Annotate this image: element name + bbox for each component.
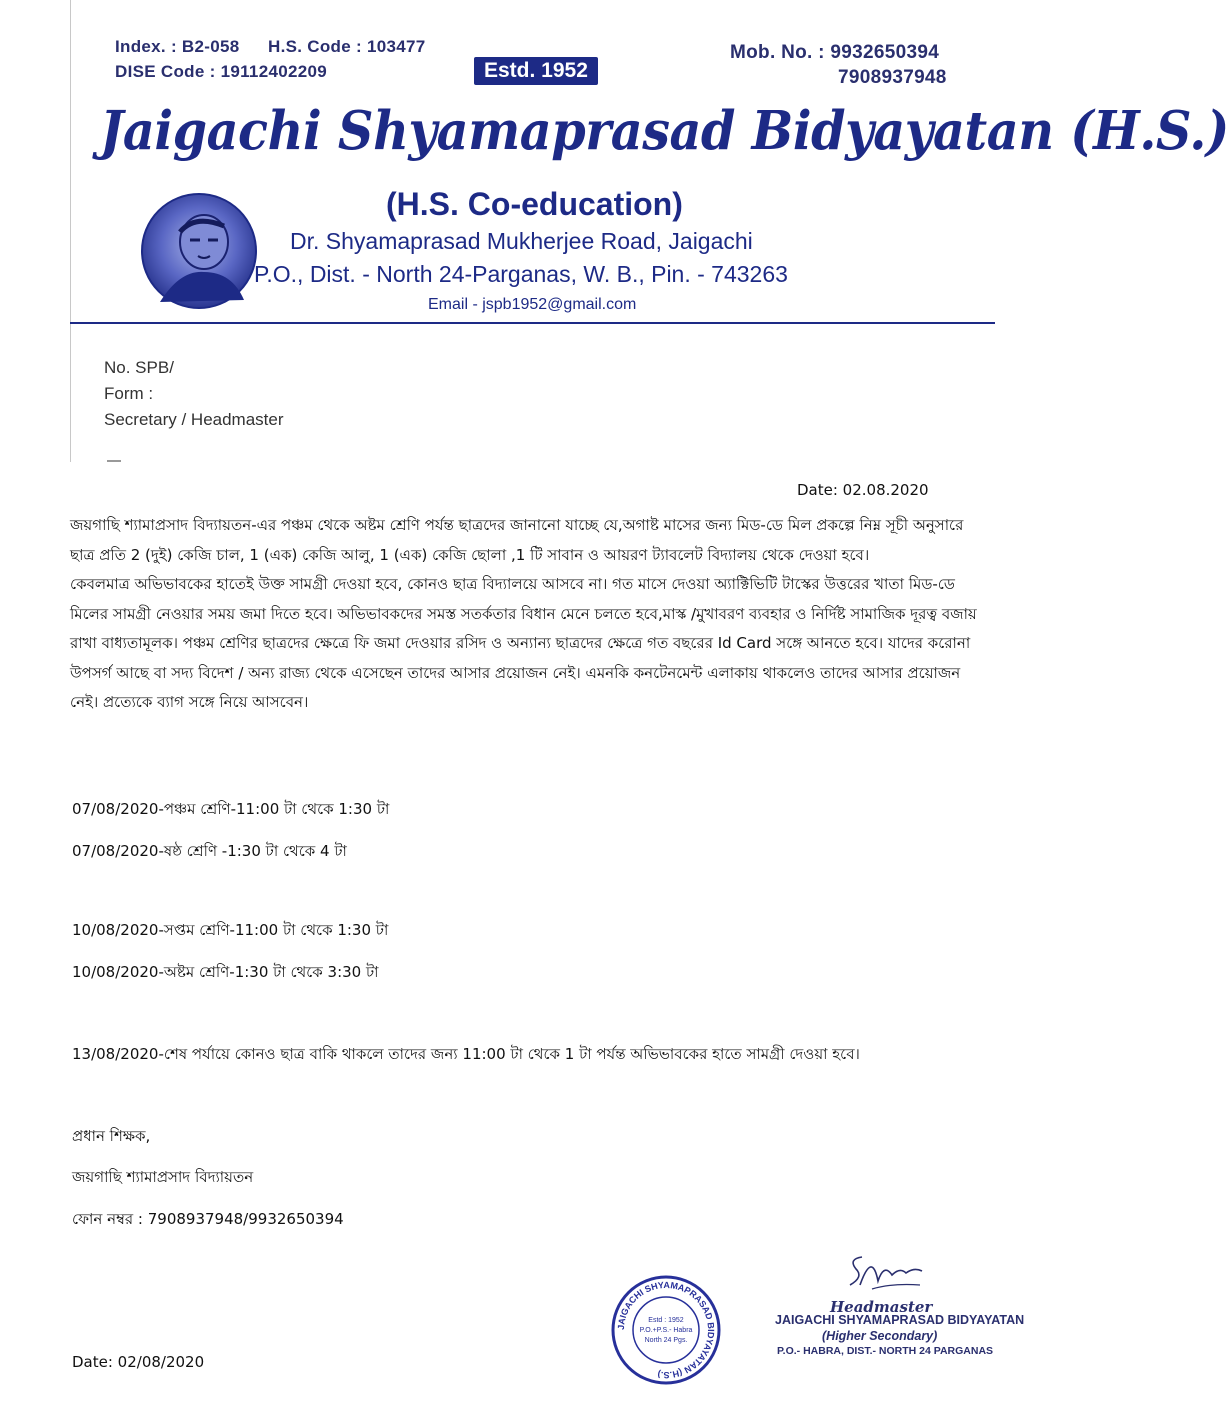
schedule-item: 07/08/2020-ষষ্ঠ শ্রেণি -1:30 টা থেকে 4 টা <box>72 842 347 860</box>
handwritten-signature <box>842 1245 932 1291</box>
schedule-item: 07/08/2020-পঞ্চম শ্রেণি-11:00 টা থেকে 1:30 টা <box>72 800 390 818</box>
closing-title: প্রধান শিক্ষক, <box>72 1127 151 1145</box>
address-line-1: Dr. Shyamaprasad Mukherjee Road, Jaigachi <box>290 228 753 254</box>
from-label: Secretary / Headmaster <box>104 410 284 429</box>
notice-body <box>70 511 990 718</box>
signature-address: P.O.- HABRA, DIST.- NORTH 24 PARGANAS <box>777 1345 994 1357</box>
notice-paragraph-1: জয়গাছি শ্যামাপ্রসাদ বিদ্যায়তন-এর পঞ্চম থেকে অষ্টম শ্রেণি পর্যন্ত ছাত্রদের জানানো যাচ্ছে যে,অগাষ্ট মাসের জন্য মিড-ডে মিল প্রকল্পে নিম্ন সূচী অনুসারে ছাত্র প্রতি 2 (দুই) কেজি চাল, 1 (এক) কেজি আলু, 1 (এক) কেজি ছোলা ,1 টি সাবান ও আয়রণ ট্যাবলেট বিদ্যালয় থেকে দেওয়া হবে। <box>70 516 964 564</box>
signature-role: Headmaster <box>830 1298 933 1316</box>
established-badge: Estd. 1952 <box>474 57 598 85</box>
index-number: Index. : B2-058 <box>115 37 240 56</box>
signature-level: (Higher Secondary) <box>822 1329 938 1343</box>
reference-number: No. SPB/ <box>104 358 174 377</box>
schedule-item: 10/08/2020-সপ্তম শ্রেণি-11:00 টা থেকে 1:30 টা <box>72 921 389 939</box>
seal-center-line: Estd : 1952 <box>648 1317 684 1324</box>
founder-portrait <box>140 192 258 310</box>
seal-ring-text: JAIGACHI SHYAMAPRASAD BIDYAYATAN (H.S.) <box>615 1279 717 1381</box>
seal-center-line: North 24 Pgs. <box>644 1337 688 1344</box>
email: Email - jspb1952@gmail.com <box>428 296 637 313</box>
school-name: Jaigachi Shyamaprasad Bidyayatan (H.S.) <box>100 100 1229 162</box>
schedule-item: 10/08/2020-অষ্টম শ্রেণি-1:30 টা থেকে 3:30 টা <box>72 963 379 981</box>
notice-paragraph-2: কেবলমাত্র অভিভাবকের হাতেই উক্ত সামগ্রী দেওয়া হবে, কোনও ছাত্র বিদ্যালয়ে আসবে না। গত মাসে দেওয়া অ্যাক্টিভিটি টাস্কের উত্তরের খাতা মিড-ডে মিলের সামগ্রী নেওয়ার সময় জমা দিতে হবে। অভিভাবকদের সমস্ত সতর্কতার বিধান মেনে চলতে হবে,মাস্ক /মুখাবরণ ব্যবহার ও নির্দিষ্ট সামাজিক দূরত্ব বজায় রাখা বাধ্যতামূলক। পঞ্চম শ্রেণির ছাত্রদের ক্ষেত্রে ফি জমা দেওয়ার রসিদ ও অন্যান্য ছাত্রদের ক্ষেত্রে গত বছরের Id Card সঙ্গে আনতে হবে। যাদের করোনা উপসর্গ আছে বা সদ্য বিদেশ / অন্য রাজ্য থেকে এসেছেন তাদের আসার প্রয়োজন নেই। এমনকি কনটেনমেন্ট এলাকায় থাকলেও তাদের আসার প্রয়োজন নেই। প্রত্যেকে ব্যাগ সঙ্গে নিয়ে আসবেন। <box>70 575 977 711</box>
hs-code: H.S. Code : 103477 <box>268 37 426 56</box>
closing-phone: ফোন নম্বর : 7908937948/9932650394 <box>72 1210 344 1228</box>
letterhead-left-border <box>70 0 71 462</box>
subtitle: (H.S. Co-education) <box>386 186 683 222</box>
dise-code: DISE Code : 19112402209 <box>115 62 327 81</box>
form-label: Form : <box>104 384 154 403</box>
signature-school: JAIGACHI SHYAMAPRASAD BIDYAYATAN <box>775 1313 1025 1327</box>
date-top: Date: 02.08.2020 <box>797 481 929 499</box>
date-bottom: Date: 02/08/2020 <box>72 1353 205 1371</box>
schedule-item: 13/08/2020-শেষ পর্যায়ে কোনও ছাত্র বাকি থাকলে তাদের জন্য 11:00 টা থেকে 1 টা পর্যন্ত অভিভাবকের হাতে সামগ্রী দেওয়া হবে। <box>72 1045 860 1063</box>
faint-mark <box>107 460 121 462</box>
mobile-number: Mob. No. : 9932650394 <box>730 42 940 63</box>
school-seal-stamp <box>610 1274 722 1386</box>
header-rule <box>70 322 995 324</box>
closing-school: জয়গাছি শ্যামাপ্রসাদ বিদ্যায়তন <box>72 1168 254 1186</box>
mobile-number-2: 7908937948 <box>838 67 947 88</box>
seal-center-line: P.O.+P.S.- Habra <box>639 1327 693 1334</box>
address-line-2: P.O., Dist. - North 24-Parganas, W. B., Pin. - 743263 <box>254 261 788 287</box>
